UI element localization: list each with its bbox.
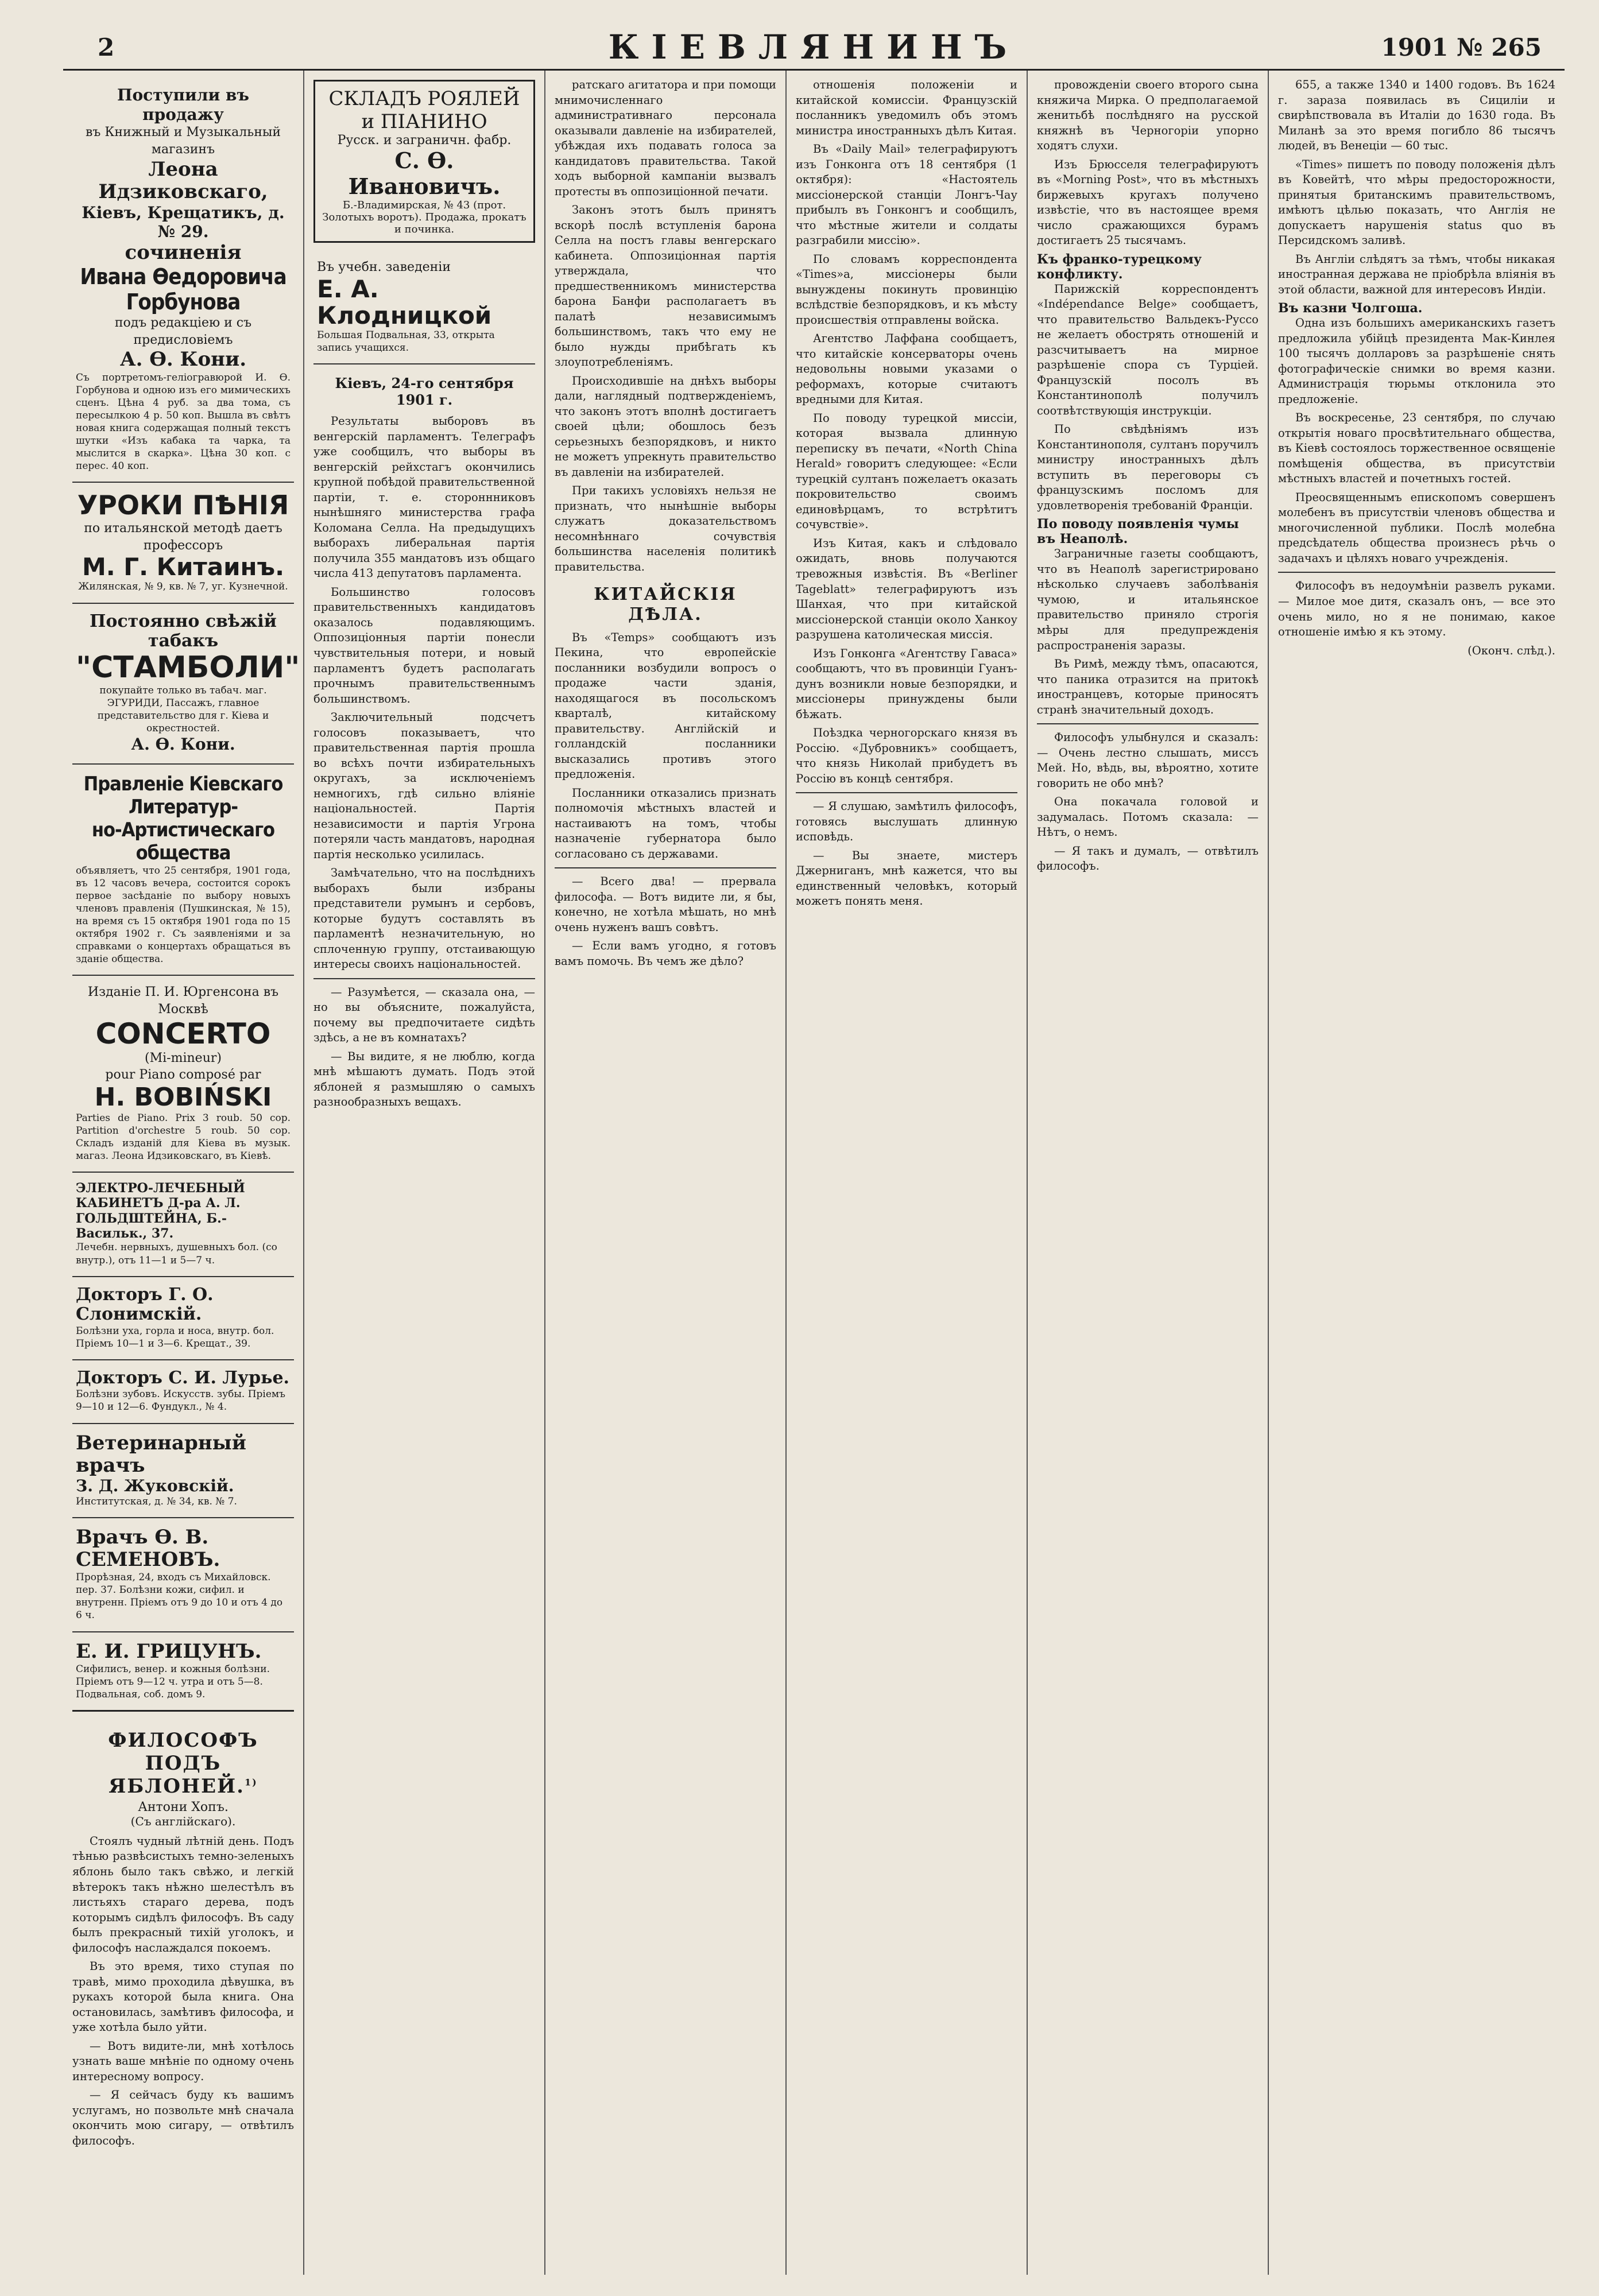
ad-body: Сифилисъ, венер. и кожныя болѣзни. Пріемъ отъ 9—12 ч. утра и отъ 5—8. Подвальная, соб. домъ 9.: [76, 1663, 270, 1700]
ad-school: [313, 251, 535, 364]
story-paragraph: — Я такъ и думалъ, — отвѣтилъ философъ.: [1037, 844, 1259, 873]
story-paragraph: — Вотъ видите-ли, мнѣ хотѣлось узнать ваше мнѣніе по одному очень интересному вопросу.: [72, 2039, 294, 2083]
ad-body: Лечебн. нервныхъ, душевныхъ бол. (со внутр.), отъ 11—1 и 5—7 ч.: [76, 1242, 277, 1266]
article-paragraph: Большинство голосовъ правительственныхъ кандидатовъ оказалось подавляющимъ. Оппозиціонныя партіи понесли чувствительныя потери, и новый парламентъ будетъ располагать прочнымъ правительственнымъ большинствомъ.: [313, 585, 535, 705]
ad-big-title: УРОКИ ПѢНІЯ: [77, 490, 289, 521]
footnote-mark: 1): [245, 1777, 258, 1788]
article-paragraph: Происходившіе на днѣхъ выборы дали, наглядный подтвержденіемъ, что законъ этотъ вполнѣ достигаетъ своей цѣли; обошлось безъ серьезныхъ безпорядковъ, и никто не можетъ упрекнуть правительство въ давленіи на избирателей.: [555, 374, 776, 479]
story-paragraph: — Если вамъ угодно, я готовъ вамъ помочь. Въ чемъ же дѣло?: [555, 939, 776, 968]
ad-author: Ивана Өедоровича Горбунова: [80, 264, 286, 315]
ad-body: Прорѣзная, 24, входъ съ Михайловск. пер. 37. Болѣзни кожи, сифил. и внутренн. Пріемъ отъ 9 до 10 и отъ 4 до 6 ч.: [76, 1572, 283, 1622]
article-paragraph: провожденіи своего второго сына княжича Мирка. О предполагаемой женитьбѣ послѣдняго на русской княжнѣ въ Черногоріи упорно ходятъ слухи.: [1037, 78, 1259, 153]
column-4: [787, 71, 1028, 2275]
story-paragraph: — Вы знаете, мистеръ Джерниганъ, мнѣ кажется, что вы единственный человѣкъ, который можетъ понять меня.: [796, 848, 1017, 908]
story-paragraph: Философъ въ недоумѣніи развелъ руками. — Милое мое дитя, сказалъ онъ, — все это очень мило, но я не понимаю, какое отношеніе имѣю я къ этому.: [1278, 579, 1555, 639]
fade: [787, 2240, 1027, 2275]
ad-body: Б.-Владимирская, № 43 (прот. Золотыхъ воротъ). Продажа, прокатъ и починка.: [322, 199, 526, 235]
ad-line: въ Книжный и Музыкальный магазинъ: [85, 125, 281, 157]
ad-body: покупайте только въ табач. маг. ЭГУРИДИ, Пассажъ, главное представительство для г. Кіева и окрестностей.: [97, 684, 269, 734]
ad-line: по итальянской методѣ даетъ профессоръ: [84, 521, 282, 553]
article-paragraph: По поводу турецкой миссіи, которая вызвала длинную переписку въ печати, «North China Herald» говоритъ следующее: «Если турецкій султанъ пожелаетъ оказать покровительство своимъ единовѣрцамъ, то встрѣтитъ сочувствіе».: [796, 411, 1017, 532]
column-5: [1028, 71, 1269, 2275]
article-paragraph: Законъ этотъ былъ принятъ вскорѣ послѣ вступленія барона Селла на постъ главы венгерскаго кабинета. Оппозиціонная партія утверждала, что предшественникомъ министерства барона Банфи располагаетъ въ палатѣ независимымъ большинствомъ, такъ что ему не было нужды прибѣгать къ злоупотребленіямъ.: [555, 203, 776, 369]
masthead: [63, 23, 1565, 71]
story-paragraph: Она покачала головой и задумалась. Потомъ сказала: — Нѣтъ, о немъ.: [1037, 795, 1259, 839]
dateline: Кіевъ, 24-го сентября 1901 г.: [335, 375, 514, 409]
ad-piano-store: [313, 80, 535, 243]
ad-singing-lessons: [72, 483, 294, 603]
fade: [1028, 2240, 1268, 2275]
ad-line: Изданіе П. И. Юргенсона въ Москвѣ: [87, 985, 279, 1017]
story-paragraph: — Я слушаю, замѣтилъ философъ, готовясь выслушать длинную исповѣдь.: [796, 800, 1017, 844]
ad-body: Съ портретомъ-гелiогравюрой И. Ө. Горбунова и одною изъ его мимическихъ сценъ. Цѣна 4 руб. за два тома, съ пересылкою 4 р. 50 коп. Вышла въ свѣтъ новая книга содержащая полный текстъ шутки «Изъ кабака та чарка, та мыслится в скарка». Цѣна 30 коп. с перес. 40 коп.: [76, 371, 291, 472]
article-paragraph: Заграничные газеты сообщаютъ, что въ Неаполѣ зарегистрировано нѣсколько случаевъ заболѣванія чумою, и итальянское правительство приняло строгія мѣры для предупрежденія распространенія заразы.: [1037, 547, 1259, 652]
article-paragraph: Въ воскресенье, 23 сентября, по случаю открытія новаго просвѣтительнаго общества, въ Кіевѣ состоялось торжественное освященіе помѣщенія общества, въ присутствіи мѣстныхъ властей и почетныхъ гостей.: [1278, 411, 1555, 486]
article-paragraph: отношенія положеніи и китайской комиссіи. Французскій посланникъ уведомилъ объ этомъ министра иностранныхъ дѣлъ Китая.: [796, 78, 1017, 137]
ad-doctor-gritsun: [72, 1632, 294, 1712]
ad-doctor-name: З. Д. Жуковскій.: [76, 1476, 234, 1495]
ad-body: Болѣзни уха, горла и носа, внутр. бол. Пріемъ 10—1 и 3—6. Крещат., 39.: [76, 1325, 274, 1349]
ad-editor: А. Ө. Кони.: [119, 348, 247, 371]
article-paragraph: По свѣдѣніямъ изъ Константинополя, султанъ поручилъ министру иностранныхъ дѣлъ вступить въ переговоры съ французскимъ посломъ для удовлетворенія требованій Франціи.: [1037, 422, 1259, 512]
columns: [63, 71, 1565, 2275]
article-paragraph: Преосвященнымъ епископомъ совершенъ молебенъ въ присутствіи членовъ общества и многочисленной публики. Послѣ молебна предсѣдатель общества произнесъ рѣчь о задачахъ и цѣляхъ новаго учрежденія.: [1278, 490, 1555, 565]
article-paragraph: Парижскій корреспондентъ «Indépendance Belge» сообщаетъ, что правительство Вальдекъ-Руссо не желаетъ обострять отношеній и разсчитываетъ на мирное разрѣшеніе спора съ Турціей. Французскій посолъ въ Константинополѣ получилъ соотвѣтствующія инструкціи.: [1037, 282, 1259, 417]
story-paragraph: — Разумѣется, — сказала она, — но вы объясните, пожалуйста, почему вы предпочитаете сидѣть здѣсь, а не въ комнатахъ?: [313, 985, 535, 1045]
divider: [313, 978, 535, 979]
article-paragraph: «Times» пишетъ по поводу положенія дѣлъ въ Ковейтѣ, что мѣры предосторожности, принятыя британскимъ правительствомъ, имѣютъ цѣлью показать, что Англія не допускаетъ нарушенія status quo въ Персидскомъ заливѣ.: [1278, 157, 1555, 247]
article-paragraph: Изъ Гонконга «Агентству Гаваса» сообщаютъ, что въ провинціи Гуанъ-дунъ возникли новые безпорядки, и миссіонеры принуждены были бѣжать.: [796, 646, 1017, 721]
ad-line: (Mi-mineur): [145, 1050, 222, 1065]
column-6: [1269, 71, 1565, 2275]
article-paragraph: Въ Англіи слѣдятъ за тѣмъ, чтобы никакая иностранная держава не пріобрѣла вліянія въ этой области, важной для интересовъ Индіи.: [1278, 252, 1555, 296]
ad-shop-name: Леона Идзиковскаго,: [98, 157, 268, 203]
story-paragraph: Философъ улыбнулся и сказалъ: — Очень лестно слышать, миссъ Мей. Но, вѣдь, вы, вѣроятно, хотите говорить не обо мнѣ?: [1037, 731, 1259, 790]
divider: [1278, 572, 1555, 573]
article-paragraph: При такихъ условіяхъ нельзя не признать, что нынѣшніе выборы служатъ доказательствомъ несомнѣннаго сочувствія большинства населенія политикѣ правительства.: [555, 484, 776, 573]
ad-line: Русск. и заграничн. фабр.: [337, 133, 512, 148]
story-author: Антони Хопъ.: [138, 1799, 229, 1814]
ad-address: Жилянская, № 9, кв. № 7, уг. Кузнечной.: [78, 581, 288, 593]
ad-body: Большая Подвальная, 33, открыта запись учащихся.: [317, 329, 495, 354]
ad-line: pour Piano composé par: [105, 1068, 261, 1083]
section-headline: Къ франко-турецкому конфликту.: [1037, 251, 1202, 282]
article-paragraph: Поѣздка черногорскаго князя въ Россію. «Дубровникъ» сообщаетъ, что князь Николай прибудетъ въ Россію въ концѣ сентября.: [796, 726, 1017, 785]
article-paragraph: Замѣчательно, что на послѣднихъ выборахъ были избраны представители румынъ и сербовъ, которые будутъ составлять въ парламентѣ незначительную, но сплоченную группу, отстаивающую интересы своихъ національностей.: [313, 866, 535, 971]
ad-line: Въ учебн. заведеніи: [317, 260, 451, 274]
ad-heading: Постоянно свѣжій табакъ: [90, 611, 277, 651]
ad-electro-clinic: [72, 1173, 294, 1277]
divider: [555, 867, 776, 868]
ad-body: объявляетъ, что 25 сентября, 1901 года, въ 12 часовъ вечера, состоится сорокъ первое засѣданіе по выбору новыхъ членовъ правленія (Пушкинская, № 15), на время съ 15 октября 1901 года по 15 октября 1902 г. Съ заявленіями и за справками о концертахъ обращаться въ зданіе общества.: [76, 864, 291, 965]
ad-doctor-lurie: [72, 1360, 294, 1424]
story-paragraph: — Всего два! — прервала философа. — Вотъ видите ли, я бы, конечно, не хотѣла мѣшать, но мнѣ очень нуженъ вашъ совѣтъ.: [555, 875, 776, 934]
ad-title: но-Артистическаго общества: [91, 818, 275, 864]
ad-concerto: [72, 976, 294, 1173]
section-headline: По поводу появленія чумы въ Неаполѣ.: [1037, 517, 1239, 547]
ad-address: Кіевъ, Крещатикъ, д. № 29.: [82, 203, 285, 242]
ad-doctor-semenov: [72, 1518, 294, 1632]
article-paragraph: Результаты выборовъ въ венгерскій парламентъ. Телеграфъ уже сообщилъ, что выборы въ венгерскій рейхстагъ окончились крупной побѣдой правительственной партіи, т. е. стороннниковъ нынѣшняго министерства графа Коломана Селла. На предыдущихъ выборахъ либеральная партія получила 355 мандатовъ изъ общаго числа 413 депутатовъ парламента.: [313, 414, 535, 580]
story-title: [72, 1729, 294, 1798]
column-2: [304, 71, 545, 2275]
story-paragraph: Въ это время, тихо ступая по травѣ, мимо проходила дѣвушка, въ рукахъ которой была книга. Она остановилась, замѣтивъ философа, и уже хотѣла было уйти.: [72, 1960, 294, 2034]
article-paragraph: Въ «Daily Mail» телеграфируютъ изъ Гонконга отъ 18 сентября (1 октября): «Настоятель миссіонерской станціи Лонгъ-Чау прибылъ въ Гонконгъ и сообщилъ, что мѣстные жители и солдаты разграбили миссію».: [796, 142, 1017, 247]
article-paragraph: Посланники отказались признать полномочія мѣстныхъ властей и настаиваютъ на томъ, чтобы назначеніе губернатора было согласовано съ державами.: [555, 786, 776, 860]
ad-doctor-name: Докторъ Г. О. Слонимскій.: [76, 1284, 214, 1325]
story-title-text: ФИЛОСОФЪ ПОДЪ ЯБЛОНЕЙ.: [108, 1728, 258, 1798]
ad-body: Болѣзни зубовъ. Искусств. зубы. Пріемъ 9—10 и 12—6. Фундукл., № 4.: [76, 1389, 285, 1413]
divider: [796, 792, 1017, 793]
column-ads-left: [63, 71, 304, 2275]
ad-literary-society: [72, 765, 294, 976]
ad-owner-name: С. Ө. Ивановичъ.: [348, 148, 501, 199]
section-headline: КИТАЙСКІЯ ДѢЛА.: [594, 584, 737, 625]
ad-title: Ветеринарный врачъ: [76, 1431, 246, 1477]
ad-title: СКЛАДЪ РОЯЛЕЙ и ПІАНИНО: [328, 87, 520, 133]
article-paragraph: Въ Римѣ, между тѣмъ, опасаются, что паника отразится на притокѣ иностранцевъ, которые приносятъ странѣ значительный доходъ.: [1037, 657, 1259, 716]
ad-big-title: CONCERTO: [95, 1017, 271, 1050]
article-paragraph: Въ «Temps» сообщаютъ изъ Пекина, что европейскіе посланники возбудили вопросъ о продаже части зданія, находящагося въ посольскомъ кварталѣ, китайскому правительству. Англійскій и голландскій посланники высказались противъ этого предложенія.: [555, 630, 776, 781]
article-paragraph: ратскаго агитатора и при помощи мнимочисленнаго административнаго персонала оказывали давленіе на избирателей, убѣждая ихъ подавать голоса за кандидатовъ правительства. Такой ходъ выборной кампаніи вызвалъ протесты въ оппозиціонной печати.: [555, 78, 776, 198]
ad-heading: Поступили въ продажу: [117, 86, 249, 124]
ad-title: Правленіе Кіевскаго Литератур-: [83, 772, 283, 819]
ad-body: Институтская, д. № 34, кв. № 7.: [76, 1495, 237, 1507]
column-3: [545, 71, 787, 2275]
divider: [1037, 723, 1259, 724]
story-paragraph: — Вы видите, я не люблю, когда мнѣ мѣшаютъ думать. Подъ этой яблоней я размышляю о самыхъ разнообразныхъ вещахъ.: [313, 1049, 535, 1109]
ad-title: Врачъ Ө. В. СЕМЕНОВЪ.: [76, 1526, 220, 1572]
ad-works: сочиненія: [125, 241, 242, 264]
story-paragraph: — Я сейчасъ буду къ вашимъ услугамъ, но позвольте мнѣ сначала окончить мою сигару, — отвѣтилъ философъ.: [72, 2088, 294, 2147]
ad-title: Е. И. ГРИЦУНЪ.: [76, 1639, 262, 1663]
ad-gorbunov-books: [72, 77, 294, 483]
article-paragraph: По словамъ корреспондента «Times»а, миссіонеры были вынуждены покинуть провинцію вслѣдствіе безпорядковъ, и къ мѣсту происшествія отправлены войска.: [796, 252, 1017, 327]
article-paragraph: Заключительный подсчетъ голосовъ показываетъ, что правительственная партія прошла во всѣхъ почти избирательныхъ округахъ, за исключеніемъ немногихъ, гдѣ сильно вліяніе національностей. Партія независимости и партія Угрона потеряли часть мандатовъ, народная партія несколько усилилась.: [313, 711, 535, 861]
ad-doctor-slonimsky: [72, 1277, 294, 1360]
newspaper-title: КІЕВЛЯНИНЪ: [608, 28, 1020, 67]
section-headline: Въ казни Чолгоша.: [1278, 301, 1423, 316]
fade: [304, 2240, 544, 2275]
fade: [545, 2240, 785, 2275]
article-paragraph: Изъ Брюсселя телеграфируютъ въ «Morning Post», что въ мѣстныхъ биржевыхъ кругахъ получено извѣстіе, что въ настоящее время число сражающихся бурамъ достигаетъ 25 тысячамъ.: [1037, 157, 1259, 247]
ad-veterinarian: [72, 1424, 294, 1518]
page-number: 2: [98, 33, 115, 61]
article-paragraph: Изъ Китая, какъ и слѣдовало ожидать, вновь получаются тревожныя извѣстія. Въ «Berliner Tageblatt» телеграфируютъ изъ Шанхая, что при китайской миссіонерской станціи около Ханкоу разрушена католическая миссія.: [796, 536, 1017, 642]
ad-big-title: "СТАМБОЛИ": [76, 650, 300, 685]
article-paragraph: Одна изъ большихъ американскихъ газетъ предложила убійцѣ президента Мак-Кинлея 100 тысячъ долларовъ за разрѣшеніе снять фотографическіе снимки во время казни. Администрація тюрьмы отклонила это предложеніе.: [1278, 316, 1555, 406]
ad-school-name: Е. А. Клодницкой: [317, 274, 492, 329]
story-source: (Съ англійскаго).: [130, 1814, 236, 1828]
ad-line: подъ редакціею и съ предисловіемъ: [114, 316, 252, 347]
to-be-continued: (Оконч. слѣд.).: [1468, 643, 1555, 657]
ad-body: Parties de Piano. Prix 3 roub. 50 cop. Partition d'orchestre 5 roub. 50 cop. Складъ изданій для Кіева въ музык. магаз. Леона Идзиковскаго, въ Кіевѣ.: [76, 1112, 291, 1162]
article-paragraph: 655, а также 1340 и 1400 годовъ. Въ 1624 г. зараза появилась въ Сициліи и свирѣпствовала въ Италіи до 1630 года. Въ Миланѣ за это время погибло 86 тысячъ людей, въ Венеціи — 60 тыс.: [1278, 78, 1555, 153]
story-paragraph: Стоялъ чудный лѣтній день. Подъ тѣнью развѣсистыхъ темно-зеленыхъ яблонь было такъ свѣжо, и легкій вѣтерокъ такъ нѣжно шелестѣлъ въ листьяхъ стараго дерева, подъ которымъ сидѣлъ философъ. Въ саду былъ прекрасный тихій уголокъ, и философъ наслаждался покоемъ.: [72, 1834, 294, 1954]
issue-number: 1901 № 265: [1381, 33, 1542, 61]
ad-doctor-name: Докторъ С. И. Лурье.: [76, 1367, 289, 1388]
ad-composer: H. BOBIŃSKI: [94, 1083, 272, 1112]
ad-teacher-name: М. Г. Китаинъ.: [82, 553, 285, 581]
fade: [63, 2240, 303, 2275]
ad-tobacco: [72, 604, 300, 765]
ad-title: ЭЛЕКТРО-ЛЕЧЕБНЫЙ КАБИНЕТЪ Д-ра А. Л. ГОЛЬДШТЕЙНА, Б.-Васильк., 37.: [76, 1180, 245, 1242]
ad-name: А. Ө. Кони.: [131, 735, 235, 754]
article-paragraph: Агентство Лаффана сообщаетъ, что китайскіе консерваторы очень недовольны новыми указами о реформахъ, которые считаютъ вредными для Китая.: [796, 332, 1017, 406]
